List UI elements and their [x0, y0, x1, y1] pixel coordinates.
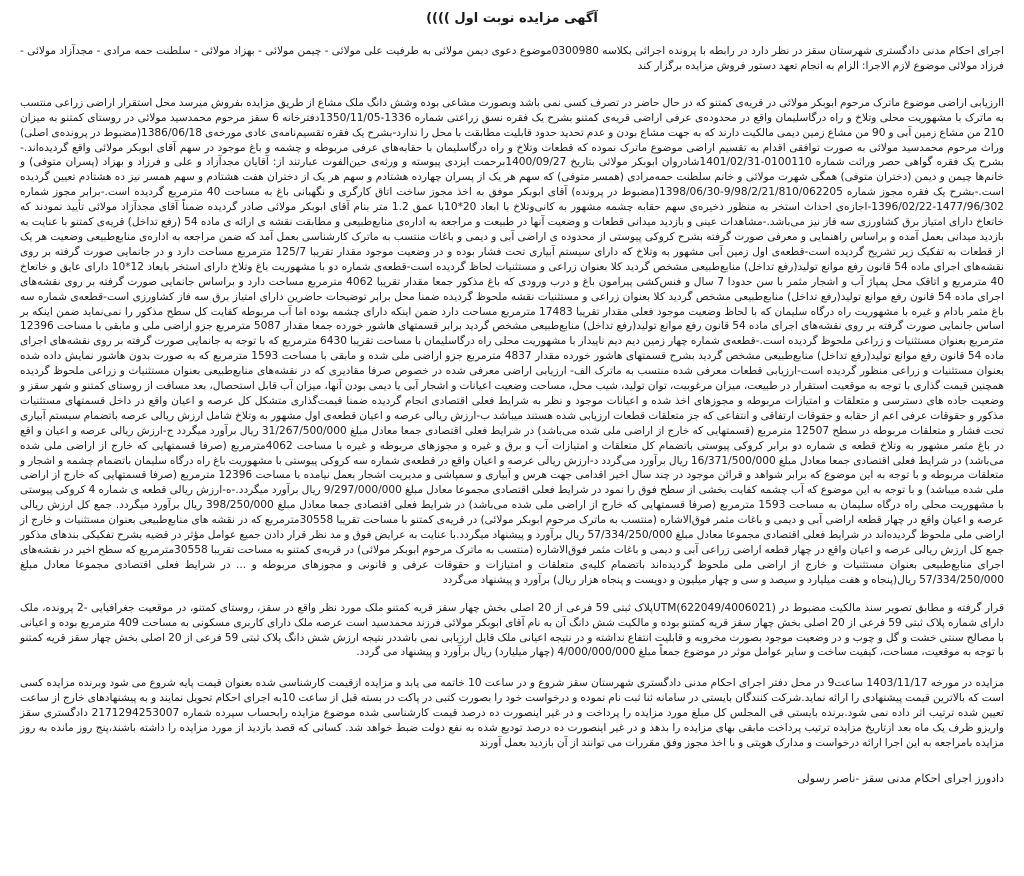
notice-title: آگهی مزایده نوبت اول )))): [426, 11, 598, 26]
notice-paragraph-appraisal: اارزیابی اراضی موضوع ماترک مرحوم ابوبکر مولائی در قریه‌ی کمتنو که در حال حاضر در تصرف کسی نمی باشد وبصورت مشاعی بوده وشش دانگ ملک مشاع از طریق مزایده بفروش میرسد محل استقرار اراضی زراعی منتسب به ماترک با مشهوریت محلی وتلاخ و راه درگاسلیمان واقع در محدوده‌ی عرفی اراضی قریه‌ی کمتنو بشرح یک فقره نسق زراعتی شماره 1336-1350/11/05دفترخانه 6 سقز مرحوم محمدسید مولائی در روستای کمتنو به میزان 210 من مشاع زمین آبی و 90 من مشاع زمین دیمی مالکیت دارند که به جهت مشاع بودن و عدم تحدید حدود قابلیت مطابقت با محل را ندارد-بشرح یک فقره تقسیم‌نامه‌ی عادی مورخه‌ی 1386/06/18(مضبوط در پرونده‌ی اصلی) وراث مرحوم محمدسید مولائی به صورت توافقی اقدام به تقسیم اراضی موضوع ماترک نموده که قطعات وتلاخ و راه درگاسلیمان با حقابه‌های عرفی مربوطه و چشمه و باغ موجود در سهم آقای ابوبکر مولائی واقع گردیده‌اند.-بشرح یک فقره گواهی حصر وراثت شماره 0100110-1401/02/31شادروان ابوبکر مولائی بتاریخ 1400/09/27برحمت ایزدی پیوسته و ورثه‌ی حین‌الفوت عبارتند از: آقایان مجدآزاد و علی و فرزاد و بهزاد (پسران متوفی) و خانم‌ها چیمن و دیمن (دختران متوفی) همگی شهرت مولائی و خانم سلطنت حمه‌مرادی (همسر متوفی) که سهم هر یک از پسران چهارده هشتادم و سهم هر یک از دختران هفت هشتادم و سهم همسر نیز ده هشتادم تعیین گردیده است.-بشرح یک فقره مجوز شماره 9/98/2/21/810/062205-1398/06/30(مضبوط در پرونده) آقای ابوبکر موفق به اخذ مجوز ساخت اتاق کارگری و نگهبانی باغ به مساحت 40 مترمربع گردیده است.-برابر مجوز شماره 1477/96/302-1396/02/22-اجازه‌ی احداث استخر به منظور ذخیره‌ی سهم حقابه چشمه مشهور به کانی‌وتلاخ با ابعاد 20*10با عمق 1.2 متر بنام آقای ابوبکر مولائی صادر گردیده ضمناً آقای مجدآزاد مولائی تأیید نمودند که خاتعاخ دارای امتیاز برق کشاورزی سه فاز نیز می‌باشد.-مشاهدات عینی و بازدید میدانی قطعات و وضعیت آنها در طبیعت و مراجعه به اداره‌ی منابع‌طبیعی و مطابقت نقشه ی ارائه ی ماده 54 (رفع تداخل) قریه‌ی کمتنو با عنایت به بازدید میدانی بعمل آمده و براساس راهنمایی و معرفی صورت گرفته بشرح کروکی پیوستی از محدوده ی اراضی آبی و دیمی و باغات منتسب به ماترک کارشناسی بعمل آمد که ضمن مراجعه به اداره‌ی منابع‌طبیعی وضعیت هر یک از قطعات به تفکیک زیر تشریح گردیده است-قطعه‌ی اول زمین آبی مشهور به وتلاخ که دارای سیستم آبیاری تحت فشار بوده و در وضعیت موجود مقدار تقریبا 125/7 مترمربع مساحت دارد و در جانمایی صورت گرفته بر روی نقشه‌های اجرای ماده 54 قانون رفع موانع تولید(رفع تداخل) منابع‌طبیعی مشخص گردید کلا بعنوان زراعی و مستثنیات لحاظ گردیده است-قطعه‌ی شماره دو با مشهوریت باغ وتلاخ دارای استخر بابعاد 12*10 دارای عایق و خاتعاخ 40 مترمربع و اتاقک محل پمپاژ آب و اشجار مثمر با سن حدودا 7 سال و فنس‌کشی پیرامون باغ و درب ورودی که باغ مذکور جمعا مقدار تقریبا 4062 مترمربع مساحت دارد و براساس جانمایی صورت گرفته بر روی نقشه‌های اجرای ماده 54 قانون رفع موانع تولید(رفع تداخل) منابع‌طبیعی مشخص گردید کلا بعنوان زراعی و مستثنیات نقشه ملحوظ گردیده ضمنا محل برابر توضیحات حاضرین دارای امتیاز برق سه فاز کشاورزی است-قطعه‌ی شماره سه باغ مثمر بادام و غیره با مشهوریت راه درگاه سلیمان که با لحاظ وضعیت موجود فعلی مقدار تقریبا 17483 مترمربع مساحت دارد ضمن اینکه دارای چشمه بوده اما آب مربوطه کفایت کل سطح مذکور را نمی‌نماید ضمن اینکه بر اساس جانمایی صورت گرفته بر روی نقشه‌های اجرای ماده 54 قانون رفع موانع تولید(رفع تداخل) منابع‌طبیعی مشخص گردید برابر قسمتهای هاشور خورده جمعا مقدار 5087 مترمربع جزو اراضی ملی و مابقی با مساحت 12396 مترمربع بعنوان مستثنیات و زراعی ملحوظ گردیده است.-قطعه‌ی شماره چهار زمین دیم دیم ناپیدار با مشهوریت محلی راه درگاسلیمان با مساحت تقریبا 6430 مترمربع که با توجه به جانمایی صورت گرفته بر روی نقشه‌های اجرای ماده 54 قانون رفع موانع تولید(رفع تداخل) منابع‌طبیعی مشخص گردید بشرح قسمتهای هاشور خورده مقدار 4837 مترمربع جزو اراضی ملی شده و مابقی با مساحت 1593 مترمربع که به صورت بدون هاشور نمایش داده شده بعنوان مستثنیات و زراعی منظور گردیده است-ارزیابی قطعات معرفی شده منتسب به ماترک الف- ارزیابی اراضی معرفی شده در خصوص صرفا مقادیری که در نقشه‌های منابع‌طبیعی بعنوان مستثنیات و زراعی ملحوظ گردیده همچنین قیمت گذاری با توجه به موقعیت استقرار در طبیعت، میزان مرغوبیت، توان تولید، شیب محل، مساحت وضعیت اعیانات و اشجار آبی یا دیمی بودن آنها، میزان آب قابل استحصال، بعد مسافت از روستای کمتنو و شهر سقز و وضعیت جاده های دسترسی و متعلقات و امتیازات مربوطه و مجوزهای اخذ شده و اعیانات موجود و نظر به شرایط فعلی اقتصادی انجام گردیده ضمنا قیمت‌گذاری متشکل کل عرصه و اعیان واقع در داخل قسمتهای مستثنیات مذکور و حقوقات عرفی اعم از حقابه و حقوقات ارتفاقی و انتفاعی که جز متعلقات قطعات ارزیابی شده هستند میباشد ب-ارزش ریالی عرصه و اعیان قطعه‌ی اول مشهور به وتلاخ شامل ارزش ریالی عرصه باتضمام سیستم آبیاری تحت فشار و متعلقات مربوطه در سطح 12507 مترمربع (قسمتهایی که خارج از اراضی ملی شده می‌باشد) در شرایط فعلی اقتصادی جمعا معادل مبلغ 31/267/500/000 ریال برآورد میگردد ج-ارزش ریالی عرصه و اعیان و اقع در باغ مثمر مشهور به وتلاخ قطعه ی شماره دو برابر کروکی پیوستی باتضمام کل متعلقات و امتیازات آب و برق و غیره و مجوزهای مربوطه و غیره با مساحت 4062مترمربع (صرفا قسمتهایی که خارج از اراضی ملی شده می‌باشد) در شرایط فعلی اقتصادی جمعا معادل مبلغ 16/371/500/000 ریال برآورد می‌گردد د-ارزش ریالی عرصه و اعیان واقع در قطعه‌ی شماره سه کروکی پیوستی با مشهوریت باغ راه درگاه سلیمان باتضمام چشمه و اشجار و متعلقات مربوطه و با توجه به این موضوع که برابر شواهد و قرائن موجود در چند سال اخیر اقدامی جهت هرس و آبیاری و سمپاشی و مدیریت اشجار بعمل نیامده با مساحت 12396 مترمربع (صرفا قسمتهایی که خارج از اراضی ملی شده میباشد) و با توجه به این موضوع که آب چشمه کفایت بخشی از سطح فوق را نمود در شرایط فعلی اقتصادی مجموعا معادل مبلغ 9/297/000/000 ریال برآورد میگردد.-ه-ارزش ریالی قطعه ی شماره 4 کروکی پیوستی با مشهوریت محلی راه درگاه سلیمان به مساحت 1593 مترمربع (صرفا قسمتهایی که خارج از اراضی ملی شده می‌باشد) در شرایط فعلی اقتصادی جمعا معادل مبلغ 398/250/000 ریال برآورد میگردد. جمع کل ارزش ریالی عرصه و اعیان واقع در چهار قطعه اراضی آبی و دیمی و باغات مثمر فوق‌الاشاره (منتسب به ماترک مرحوم ابوبکر مولائی) در قریه‌ی کمتنو با مساحت تقریبا 30558مترمربع که در نقشه های منابع‌طبیعی بعنوان مستثنیات و خارج از اراضی ملی ملحوظ گردیده‌اند در شرایط فعلی اقتصادی مجموعا معادل مبلغ 57/334/250/000 ریال برآورد و پیشنهاد میگردد.با عنایت به عرایض فوق و مد نظر قرار دادن جمیع عوامل مؤثر در قضیه بشرح تفکیکی بندهای مذکور جمع کل ارزش ریالی عرصه و اعیان واقع در چهار قطعه اراضی زراعی آبی و دیمی و باغات مثمر فوق‌الاشاره (منتسب به ماترک مرحوم ابوبکر مولائی) در قریه‌ی کمتنو به مساحت تقریبا 30558مترمربع که سطح اخیر در نقشه‌های اجرای منابع‌طبیعی بعنوان مستثنیات و خارج از اراضی ملی ملحوظ گردیده‌اند باتضمام کلیه‌ی متعلقات و امتیازات و حقوقات عرفی و قانونی و مجوزهای مربوطه و ... در شرایط فعلی اقتصادی مجموعا معادل مبلغ 57/334/250/000 ریال(پنجاه و هفت میلیارد و سیصد و سی و چهار میلیون و دویست و پنجاه هزار ریال) برآورد و پیشنهاد می‌گردد: [20, 96, 1005, 586]
notice-paragraph-property-deed: قرار گرفته و مطابق تصویر سند مالکیت مضبوط در (622049/4006021)UTMپلاک ثبتی 59 فرعی از 20 اصلی بخش چهار سقز قریه کمتنو ملک مورد نظر واقع در سقز، روستای کمتنو، در موقعیت جغرافیایی -2 پرونده، ملک دارای شماره پلاک ثبتی 59 فرعی از 20 اصلی بخش چهار سقز قریه کمتنو بوده و مالکیت شش دانگ آن به نام آقای ابوبکر مولائی فرزند محمدسید است عرصه ملک دارای کاربری مسکونی به مساحت 409 مترمربع بوده و اعیانی با مصالح سنتی خشت و گل و چوب و در وضعیت موجود بصورت مخروبه و قابلیت انتفاع نداشته و در نتیجه اعیانی ملک قابل ارزیابی نمی باشددر نتیجه ارزش شش دانگ پلاک ثبتی 59 فرعی از 20 اصلی بخش چهار سقز قریه کمتنو با توجه به موقعیت، مساحت، کیفیت ساخت و سایر عوامل موثر در موضوع جمعاً مبلغ 4/000/000/000 (چهار میلیارد) ریال برآورد و پیشنهاد می گردد.: [20, 601, 1005, 659]
notice-signature: دادورز اجرای احکام مدنی سقز -ناصر رسولی: [797, 771, 1004, 785]
notice-paragraph-auction-terms: مزایده در مورخه 1403/11/17 ساعت9 در محل دفتر اجرای احکام مدنی دادگستری شهرستان سقز شروع و در ساعت 10 خاتمه می یابد و مزایده ازقیمت کارشناسی شده بعنوان قیمت پایه شروع می شود وبرنده مزایده کسی است که بالاترین قیمت پیشنهادی را ارائه نماید.شرکت کنندگان بایستی در سامانه ثنا ثبت نام نموده و درخواست خود را بصورت کتبی در پاکت در بسته قبل از ساعت 10به اجرای احکام تحویل نمایند و به پیشنهادهای خارج از ساعت تعیین شده ترتیب اثر داده نمی شود.برنده بایستی فی المجلس کل مبلغ مورد مزایده را پرداخت و در غیر اینصورت ده درصد قیمت کارشناسی شده موضوع مزایده رابحساب سپرده شماره 2171294253007 دادگستری سقز واریزو ظرف یک ماه بعد ازتاریخ مزایده ترتیب پرداخت مابقی بهای مزایده را بدهد و در غیر اینصورت ده درصد تودیع شده به نفع دولت ضبط خواهد شد. کسانی که قصد بازدید از مورد مزایده را داشته باشند،پنج روز مانده به روز مزایده بامراجعه به این اجرا ارائه درخواست و مدارک هویتی و با اخذ مجوز وفق مقررات می توانند از آن بازدید بعمل آورند: [20, 677, 1005, 749]
notice-paragraph-intro: اجرای احکام مدنی دادگستری شهرستان سقز در نظر دارد در رابطه با پرونده اجرائی بکلاسه 0300980موضوع دعوی دیمن مولائی به طرفیت علی مولائی - چیمن مولائی - بهزاد مولائی - سلطنت حمه مرادی - مجدآزاد مولائی - فرزاد مولائی موضوع لازم الاجرا: الزام به انجام تعهد دستور فروش مزایده برگزار کند: [20, 45, 1004, 72]
